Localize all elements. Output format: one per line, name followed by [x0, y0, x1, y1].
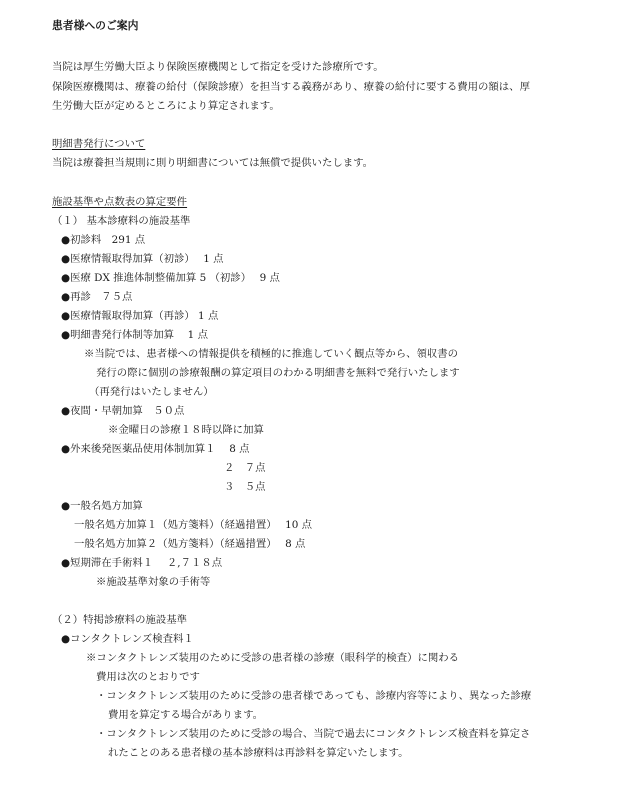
section2-bullet: れたことのある患者様の基本診療料は再診料を算定いたします。 — [108, 747, 409, 759]
section1-line: ●外来後発医薬品使用体制加算１ 8 点 — [61, 443, 250, 455]
section1-line: ●夜間・早朝加算 ５０点 — [61, 405, 185, 417]
section1-note: ※金曜日の診療１８時以降に加算 — [108, 424, 264, 436]
section1-heading: （１） 基本診療料の施設基準 — [52, 215, 191, 227]
section2-note: ※コンタクトレンズ装用のために受診の患者様の診療（眼科学的検査）に関わる — [86, 652, 460, 664]
section2-bullet: 費用を算定する場合があります。 — [108, 709, 264, 721]
section1-line: ●医療 DX 推進体制整備加算 5 （初診） 9 点 — [61, 272, 280, 284]
section1-line: 一般名処方加算１（処方箋料）（経過措置） 10 点 — [74, 519, 313, 531]
intro-line-3: 生労働大臣が定めるところにより算定されます。 — [52, 100, 280, 112]
section1-line: ●短期滞在手術料１ ２,７１８点 — [61, 557, 223, 569]
section1-line: ●一般名処方加算 — [61, 500, 143, 512]
intro-line-2: 保険医療機関は、療養の給付（保険診療）を担当する義務があり、療養の給付に要する費用の額は、厚 — [52, 81, 530, 93]
section1-line: ●明細書発行体制等加算 1 点 — [61, 329, 208, 341]
section2-line: ●コンタクトレンズ検査料１ — [61, 633, 194, 645]
document-title: 患者様へのご案内 — [52, 19, 139, 32]
section1-note: （再発行はいたしません） — [89, 386, 214, 398]
statement-heading: 明細書発行について — [52, 138, 146, 150]
section1-line: ●再診 ７５点 — [61, 291, 133, 303]
section1-line: 一般名処方加算２（処方箋料）（経過措置） 8 点 — [74, 538, 306, 550]
section1-note: ※当院では、患者様への情報提供を積極的に推進していく観点等から、領収書の — [84, 348, 459, 360]
section1-line: ●医療情報取得加算（初診） 1 点 — [61, 253, 224, 265]
section2-heading: （２）特掲診療料の施設基準 — [52, 614, 188, 626]
section1-line: ●初診料 291 点 — [61, 234, 146, 246]
section2-bullet: ・コンタクトレンズ装用のために受診の場合、当院で過去にコンタクトレンズ検査料を算定さ — [96, 728, 531, 740]
section1-line: ●医療情報取得加算（再診） 1 点 — [61, 310, 219, 322]
section1-line: ２ ７点 — [224, 462, 266, 474]
intro-line-1: 当院は厚生労働大臣より保険医療機関として指定を受けた診療所です。 — [52, 61, 384, 73]
standards-heading: 施設基準や点数表の算定要件 — [52, 196, 188, 208]
statement-text: 当院は療養担当規則に則り明細書については無償で提供いたします。 — [52, 157, 374, 169]
section1-note: ※施設基準対象の手術等 — [96, 576, 211, 588]
section2-note: 費用は次のとおりです — [96, 671, 200, 683]
section1-line: ３ ５点 — [224, 481, 266, 493]
section1-note: 発行の際に個別の診療報酬の算定項目のわかる明細書を無料で発行いたします — [96, 367, 460, 379]
section2-bullet: ・コンタクトレンズ装用のために受診の患者様であっても、診療内容等により、異なった診療 — [96, 690, 532, 702]
